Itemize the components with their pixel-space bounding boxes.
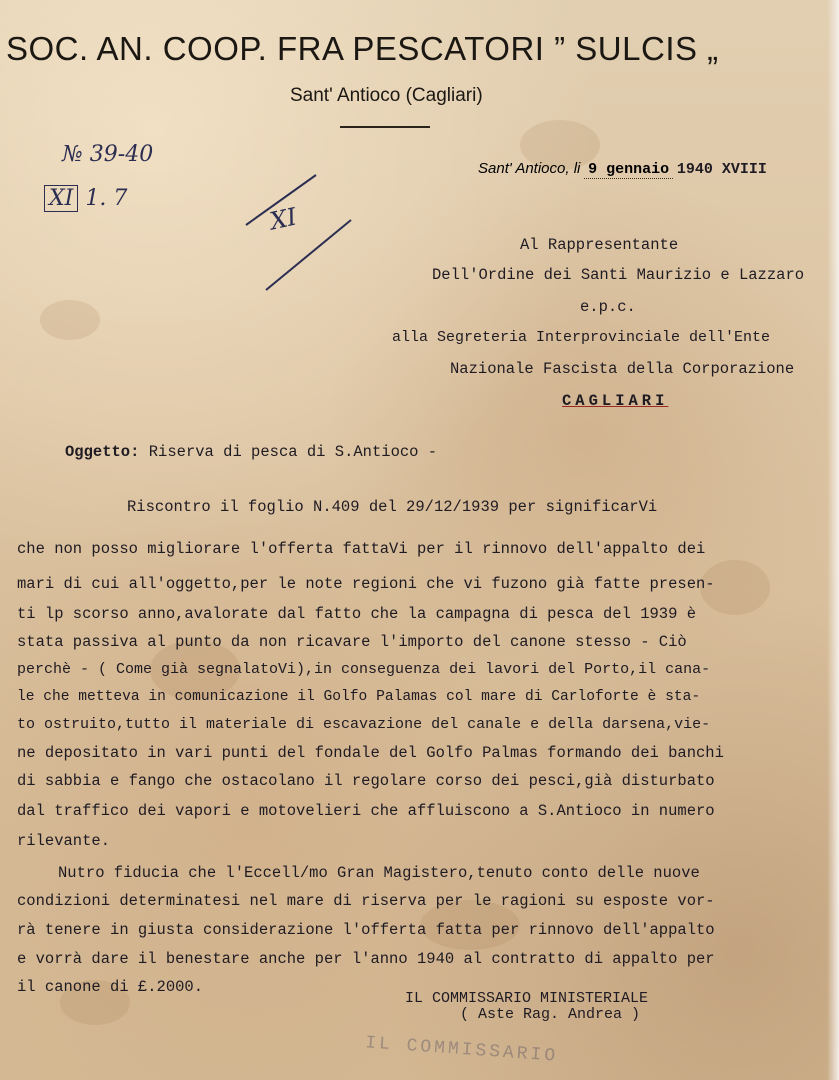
body-line-6: perchè - ( Come già segnalatoVi),in conseguenza dei lavori del Porto,il cana- — [17, 661, 711, 678]
subject-label: Oggetto: — [65, 443, 140, 461]
signature-name: ( Aste Rag. Andrea ) — [460, 1006, 641, 1023]
body-line-15: rà tenere in giusta considerazione l'offerta fatta per rinnovo dell'appalto — [17, 921, 715, 939]
recipient-line-1: Al Rappresentante — [520, 236, 679, 254]
date-prefix: Sant' Antioco, li — [478, 160, 581, 177]
letterhead-divider — [340, 126, 430, 128]
subject-text: Riserva di pesca di S.Antioco - — [148, 443, 438, 461]
recipient-line-5: Nazionale Fascista della Corporazione — [450, 360, 795, 378]
handwritten-classification — [44, 186, 127, 211]
body-line-4: ti lp scorso anno,avalorate dal fatto che la campagna di pesca del 1939 è — [17, 605, 697, 623]
body-line-13: Nutro fiducia che l'Eccell/mo Gran Magistero,tenuto conto delle nuove — [58, 864, 700, 882]
recipient-line-2: Dell'Ordine dei Santi Maurizio e Lazzaro — [432, 266, 805, 284]
body-line-10: di sabbia e fango che ostacolano il regolare corso dei pesci,già disturbato — [17, 772, 715, 790]
letterhead-place: Sant' Antioco (Cagliari) — [290, 85, 483, 106]
body-line-3: mari di cui all'oggetto,per le note regioni che vi fuzono già fatte presen- — [17, 575, 715, 593]
body-line-12: rilevante. — [17, 832, 111, 850]
body-line-2: che non posso migliorare l'offerta fattaVi per il rinnovo dell'appalto dei — [17, 540, 706, 558]
handwritten-class-box: XI — [44, 185, 78, 212]
recipient-line-3: e.p.c. — [580, 298, 636, 316]
body-line-14: condizioni determinatesi nel mare di riserva per le ragioni su esposte vor- — [17, 892, 715, 910]
body-line-16: e vorrà dare il benestare anche per l'anno 1940 al contratto di appalto per — [17, 950, 715, 968]
recipient-city: CAGLIARI — [562, 392, 669, 410]
letterhead-title: SOC. AN. COOP. FRA PESCATORI ” SULCIS „ — [6, 30, 719, 67]
body-line-7: le che metteva in comunicazione il Golfo Palamas col mare di Carloforte è sta- — [17, 689, 701, 705]
date-line — [478, 160, 767, 179]
signature-title: IL COMMISSARIO MINISTERIALE — [405, 990, 649, 1007]
date-day-month: 9 gennaio — [584, 161, 673, 179]
handwritten-class-number: 1. 7 — [85, 186, 128, 211]
handwritten-protocol-number: № 39-40 — [62, 142, 154, 167]
body-line-1: Riscontro il foglio N.409 del 29/12/1939 per significarVi — [127, 498, 658, 516]
handwritten-roman-mark: XI — [267, 202, 300, 236]
body-line-5: stata passiva al punto da non ricavare l'importo del canone stesso - Ciò — [17, 633, 687, 651]
body-line-11: dal traffico dei vapori e motovelieri che affluiscono a S.Antioco in numero — [17, 802, 715, 820]
faded-stamp: IL COMMISSARIO — [364, 1033, 559, 1067]
body-line-8: to ostruito,tutto il materiale di escavazione del canale e della darsena,vie- — [17, 716, 711, 733]
recipient-line-4: alla Segreteria Interprovinciale dell'Ente — [392, 329, 771, 346]
date-year: 1940 XVIII — [676, 161, 767, 178]
body-line-17: il canone di £.2000. — [17, 978, 204, 996]
body-line-9: ne depositato in vari punti del fondale del Golfo Palmas formando dei banchi — [17, 744, 724, 762]
subject-line — [65, 443, 437, 461]
